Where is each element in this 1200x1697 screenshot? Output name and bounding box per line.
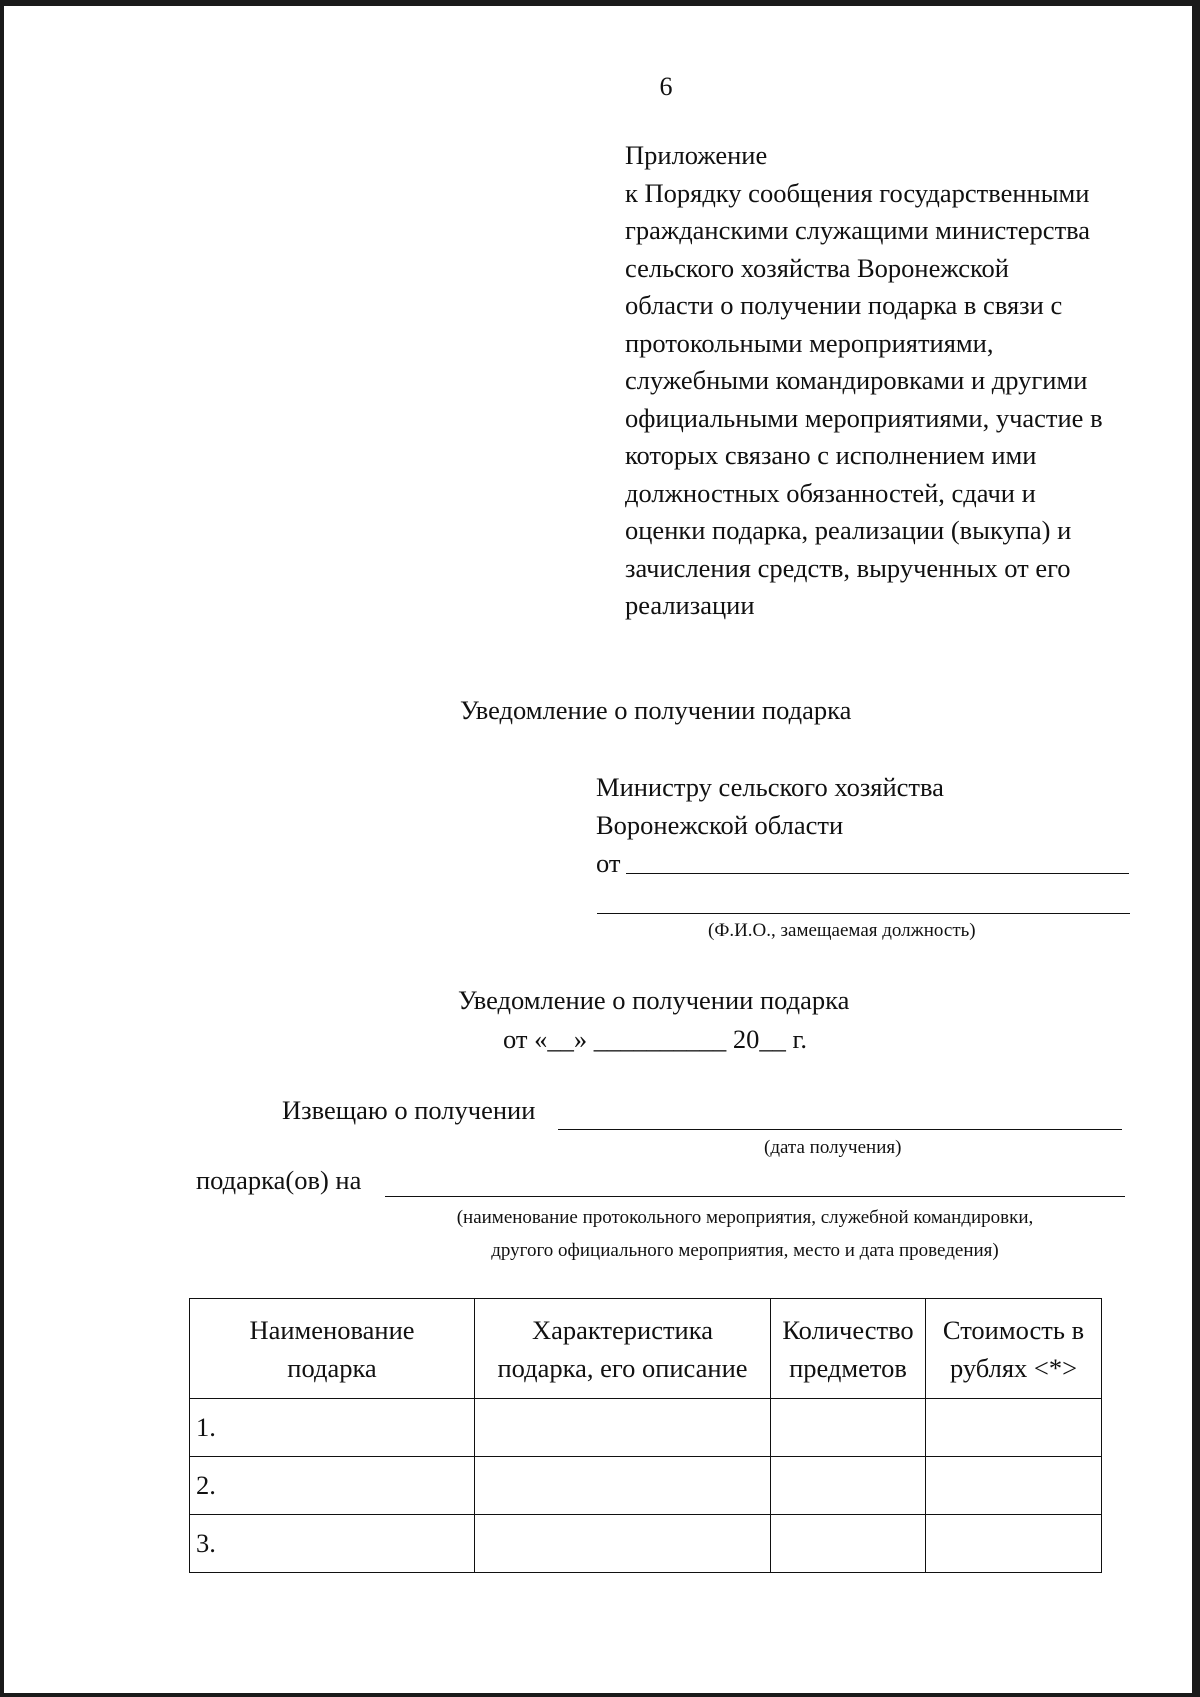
table-row <box>190 1515 1102 1573</box>
appendix-line: зачисления средств, вырученных от его <box>625 552 1071 583</box>
row-number: 3. <box>190 1515 475 1573</box>
table-cell[interactable] <box>926 1457 1102 1515</box>
appendix-line: Приложение <box>625 140 768 170</box>
appendix-line: области о получении подарка в связи с <box>625 290 1063 320</box>
table-cell[interactable] <box>771 1399 926 1457</box>
from-name-field[interactable] <box>626 873 1129 874</box>
event-caption-line-1: (наименование протокольного мероприятия, служебной командировки, <box>456 1207 1034 1228</box>
appendix-line: реализации <box>625 590 755 620</box>
appendix-line: оценки подарка, реализации (выкупа) и <box>625 515 1072 545</box>
row-number: 2. <box>190 1457 475 1515</box>
addressee-block <box>596 768 944 882</box>
page-number: 6 <box>659 72 673 101</box>
notify-text: Извещаю о получении <box>282 1095 536 1125</box>
row-number: 1. <box>190 1399 475 1457</box>
fio-caption: (Ф.И.О., замещаемая должность) <box>708 920 976 941</box>
table-cell[interactable] <box>926 1399 1102 1457</box>
appendix-line: гражданскими служащими министерства <box>625 215 1091 245</box>
event-caption <box>405 1201 1085 1267</box>
notice-title: Уведомление о получении подарка <box>458 985 850 1015</box>
table-row <box>190 1457 1102 1515</box>
appendix-line: сельского хозяйства Воронежской <box>625 252 1009 283</box>
addressee-line-2: Воронежской области <box>596 810 844 840</box>
event-caption-line-2: другого официального мероприятия, место и дата проведения) <box>491 1240 999 1261</box>
appendix-line: должностных обязанностей, сдачи и <box>625 477 1036 508</box>
table-row <box>190 1399 1102 1457</box>
scan-border-right <box>1192 0 1200 1697</box>
gifts-table <box>189 1298 1102 1573</box>
header-gift-description: Характеристика подарка, его описание <box>475 1299 771 1399</box>
scan-border-left <box>0 0 4 1697</box>
table-cell[interactable] <box>926 1515 1102 1573</box>
header-item-count: Количество предметов <box>771 1299 926 1399</box>
appendix-line: протокольными мероприятиями, <box>625 327 994 358</box>
addressee-line-1: Министру сельского хозяйства <box>596 772 944 802</box>
table-header-row <box>190 1299 1102 1399</box>
scan-border-top <box>0 0 1200 6</box>
receipt-date-caption: (дата получения) <box>764 1137 902 1158</box>
event-field[interactable] <box>385 1196 1125 1197</box>
gifts-on-text: подарка(ов) на <box>196 1165 362 1195</box>
appendix-line: к Порядку сообщения государственными <box>625 177 1090 208</box>
notice-date-line: от «__» __________ 20__ г. <box>503 1024 807 1054</box>
appendix-line: которых связано с исполнением ими <box>625 440 1037 470</box>
from-label: от <box>596 848 621 878</box>
appendix-block <box>625 137 1103 625</box>
receipt-date-field[interactable] <box>558 1129 1122 1130</box>
table-cell[interactable] <box>771 1515 926 1573</box>
table-cell[interactable] <box>771 1457 926 1515</box>
position-field[interactable] <box>597 913 1130 914</box>
appendix-line: официальными мероприятиями, участие в <box>625 402 1103 433</box>
table-cell[interactable] <box>475 1515 771 1573</box>
header-gift-name: Наименование подарка <box>190 1299 475 1399</box>
header-cost: Стоимость в рублях <*> <box>926 1299 1102 1399</box>
form-heading: Уведомление о получении подарка <box>460 695 852 725</box>
appendix-line: служебными командировками и другими <box>625 365 1088 395</box>
table-cell[interactable] <box>475 1399 771 1457</box>
table-cell[interactable] <box>475 1457 771 1515</box>
scan-border-bottom <box>0 1693 1200 1697</box>
